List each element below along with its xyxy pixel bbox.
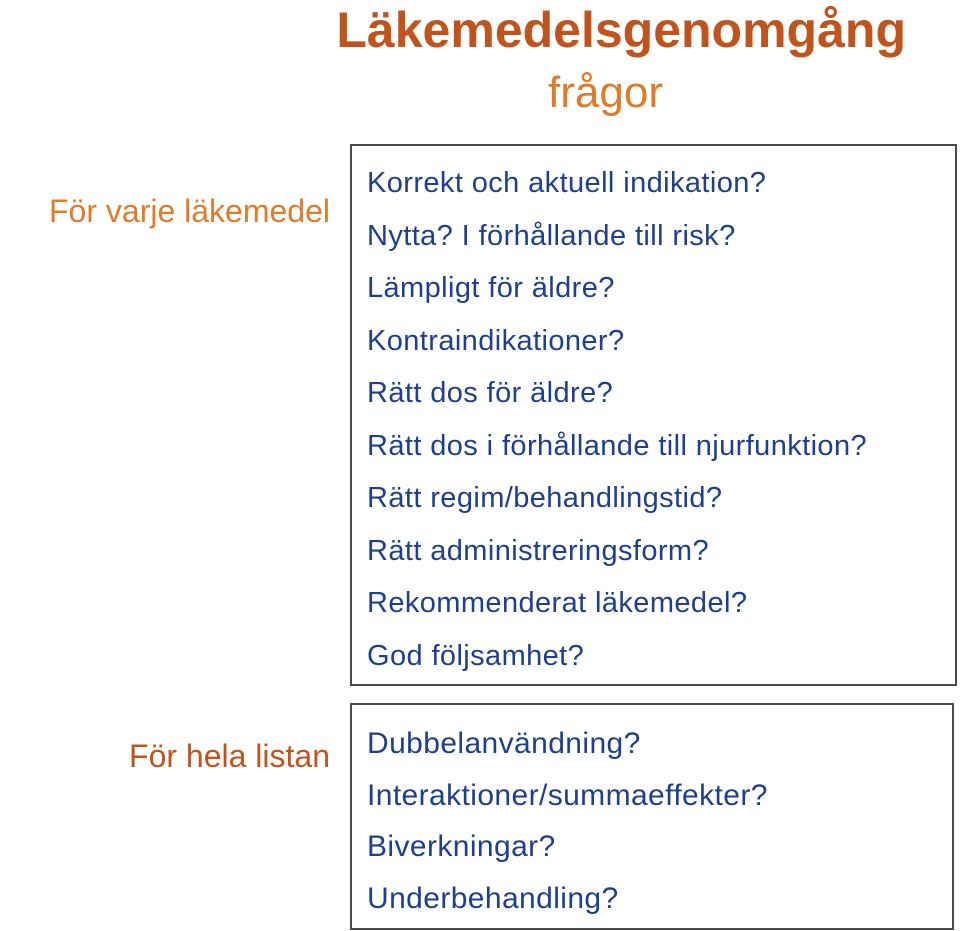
- section-label-whole-list: För hela listan: [129, 738, 330, 774]
- question-item: Rätt administreringsform?: [367, 534, 709, 567]
- question-item: God följsamhet?: [367, 639, 585, 672]
- question-item: Nytta? I förhållande till risk?: [367, 219, 736, 252]
- question-item: Interaktioner/summaeffekter?: [367, 778, 768, 812]
- question-item: Rätt regim/behandlingstid?: [367, 482, 723, 514]
- question-item: Rätt dos för äldre?: [367, 377, 614, 409]
- page-subtitle: frågor: [548, 68, 663, 117]
- question-item: Kontraindikationer?: [367, 324, 625, 357]
- question-box-each-drug: [350, 144, 957, 686]
- question-box-whole-list: [350, 703, 954, 930]
- question-item: Lämpligt för äldre?: [367, 272, 615, 304]
- question-item: Biverkningar?: [367, 830, 556, 863]
- question-item: Dubbelanvändning?: [367, 727, 641, 760]
- question-item: Underbehandling?: [367, 881, 619, 915]
- question-item: Rätt dos i förhållande till njurfunktion?: [367, 429, 868, 462]
- question-list-whole-list: [352, 705, 952, 928]
- page-title: Läkemedelsgenomgång: [336, 2, 906, 58]
- question-item: Korrekt och aktuell indikation?: [367, 167, 767, 199]
- section-label-each-drug: För varje läkemedel: [49, 193, 330, 229]
- question-item: Rekommenderat läkemedel?: [367, 587, 748, 619]
- question-list-each-drug: [352, 146, 955, 686]
